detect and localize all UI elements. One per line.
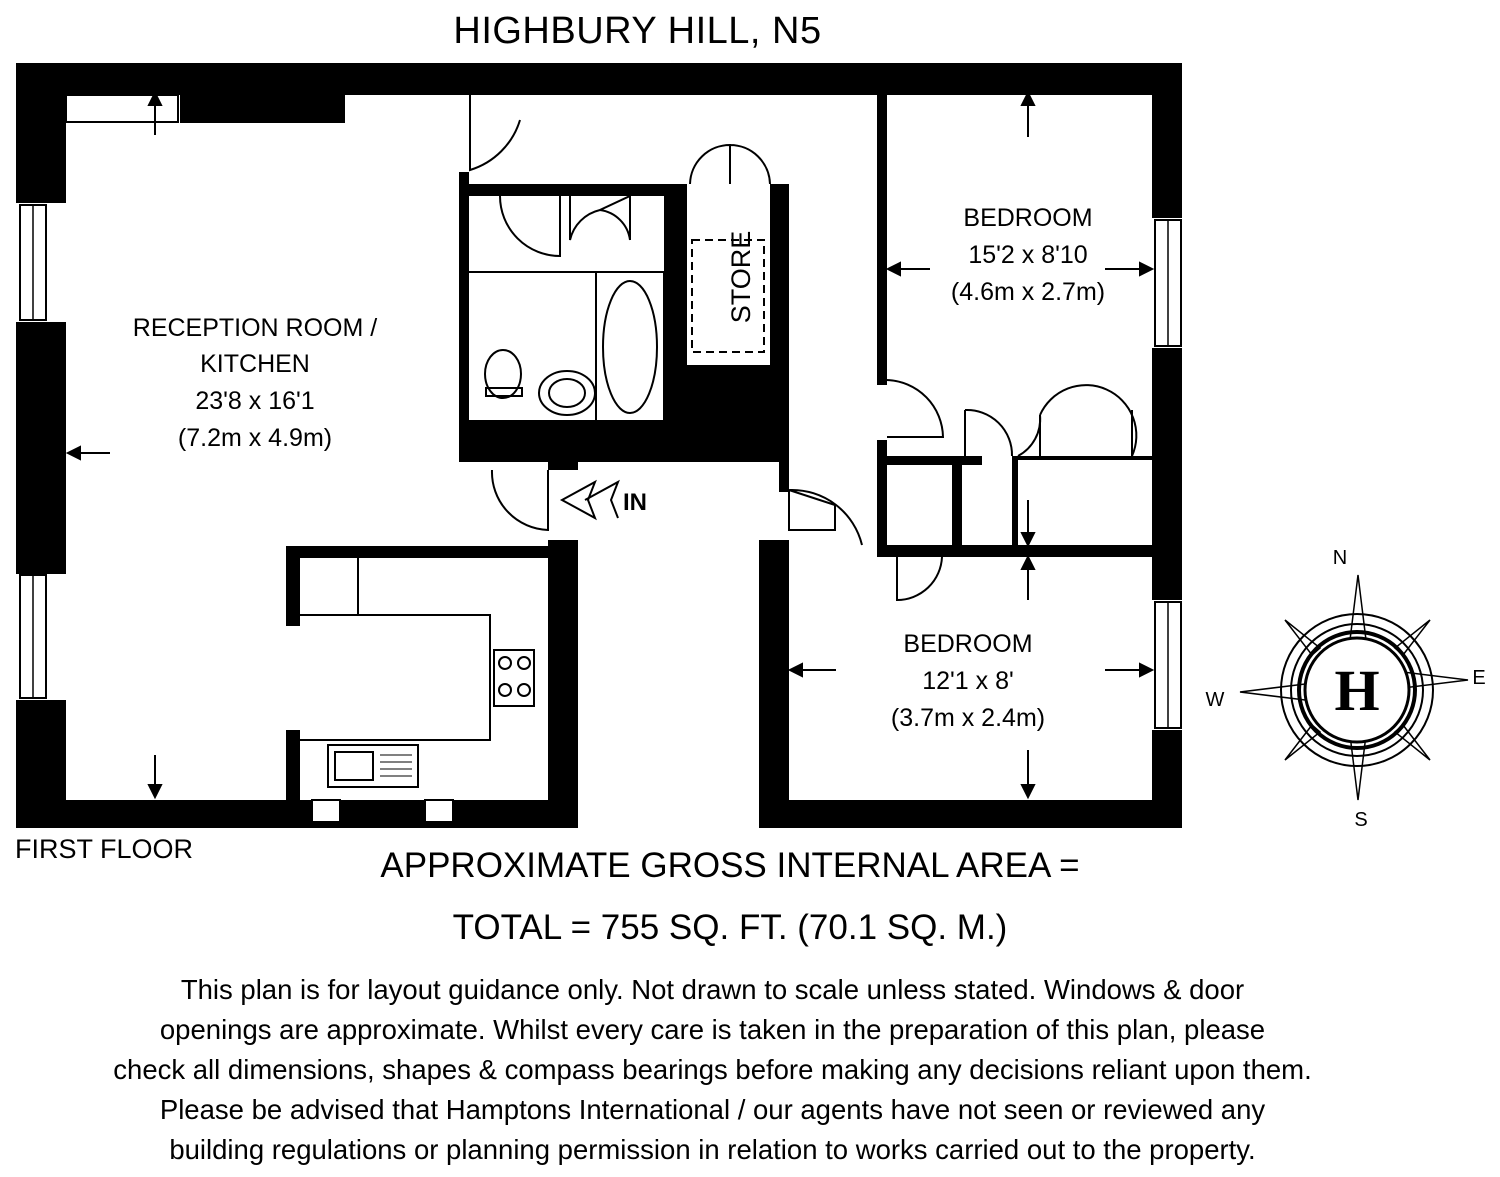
wall-bath-north	[459, 184, 675, 196]
wall-north	[16, 63, 1182, 95]
wall-store-west	[675, 184, 687, 384]
wall-block	[180, 95, 345, 123]
wall-wardrobe-top	[1018, 456, 1152, 460]
wall-east-1	[1152, 63, 1182, 218]
wall-kitchen-west-1	[286, 546, 300, 626]
floor-label: FIRST FLOOR	[15, 834, 194, 864]
compass-north: N	[1332, 547, 1348, 569]
wall-cupboard-top	[887, 456, 982, 465]
disclaimer-line: building regulations or planning permission in relation to works carried out to the property.	[169, 1134, 1256, 1165]
disclaimer	[0, 970, 1425, 1170]
door-bedroom1	[887, 380, 943, 437]
bedroom1-imperial: 15'2 x 8'10	[968, 241, 1088, 269]
door-wardrobe-2	[1018, 385, 1136, 456]
door-store	[690, 145, 770, 184]
appliance-2	[425, 800, 453, 822]
plan-title: HIGHBURY HILL, N5	[453, 10, 822, 52]
wall-west-2	[16, 322, 66, 574]
bedroom1-metric: (4.6m x 2.7m)	[950, 278, 1106, 306]
door-bedroom2	[789, 490, 862, 545]
bedroom2-name: BEDROOM	[903, 630, 1033, 658]
bath-basin	[603, 281, 657, 413]
wall-east-2	[1152, 348, 1182, 600]
bath-tub	[596, 272, 664, 422]
compass-emblem: H	[1334, 658, 1380, 723]
bedroom2-metric: (3.7m x 2.4m)	[890, 704, 1046, 732]
wall-wardrobe	[1012, 456, 1018, 556]
entrance-arrow-icon	[562, 482, 618, 518]
door-cupboard	[570, 196, 630, 240]
wall-kitchen-west-2	[286, 730, 300, 825]
door-cupboard-2	[897, 557, 942, 600]
wall-bath-west	[459, 172, 469, 462]
entrance-label: IN	[623, 489, 647, 516]
wall-store-east	[770, 184, 789, 384]
disclaimer-line: This plan is for layout guidance only. Not drawn to scale unless stated. Windows & door	[180, 974, 1245, 1005]
wall-hall-east	[779, 462, 789, 492]
door-entry-hall	[470, 95, 520, 170]
disclaimer-line: Please be advised that Hamptons International / our agents have not seen or reviewed any	[159, 1094, 1266, 1125]
bedroom1-name: BEDROOM	[963, 204, 1093, 232]
wall-east-3	[1152, 730, 1182, 828]
reception-metric: (7.2m x 4.9m)	[177, 424, 333, 452]
wall-bed1-west	[877, 95, 887, 385]
kitchen-island	[300, 615, 490, 740]
window-north	[66, 95, 178, 122]
area-total: TOTAL = 755 SQ. FT. (70.1 SQ. M.)	[452, 908, 1008, 947]
disclaimer-line: openings are approximate. Whilst every care is taken in the preparation of this plan, please	[159, 1014, 1266, 1045]
store-label: STORE	[726, 230, 756, 324]
door-wardrobe-1	[965, 410, 1012, 456]
compass-east: E	[1472, 667, 1486, 689]
sink	[539, 371, 595, 415]
door-bathroom	[500, 196, 560, 256]
wall-south-right	[759, 800, 1182, 828]
wall-kitchen-north	[286, 546, 578, 558]
wall-bed2-west	[759, 540, 789, 828]
wall-cupboard-mid	[952, 456, 962, 556]
area-heading: APPROXIMATE GROSS INTERNAL AREA =	[380, 846, 1080, 885]
reception-imperial: 23'8 x 16'1	[195, 387, 315, 415]
reception-name-2: KITCHEN	[200, 350, 310, 378]
wall-west-1	[16, 63, 66, 203]
toilet	[485, 350, 521, 398]
compass-west: W	[1205, 689, 1225, 711]
wall-bed1-west-2	[877, 440, 887, 555]
compass-south: S	[1354, 809, 1368, 831]
wall-corner	[548, 440, 578, 470]
bedroom2-imperial: 12'1 x 8'	[922, 667, 1014, 695]
door-reception	[492, 470, 548, 530]
disclaimer-line: check all dimensions, shapes & compass bearings before making any decisions reliant upon them.	[113, 1054, 1312, 1085]
reception-name-1: RECEPTION ROOM /	[132, 314, 378, 342]
wall-kitchen-east	[548, 540, 578, 828]
appliance-1	[312, 800, 340, 822]
